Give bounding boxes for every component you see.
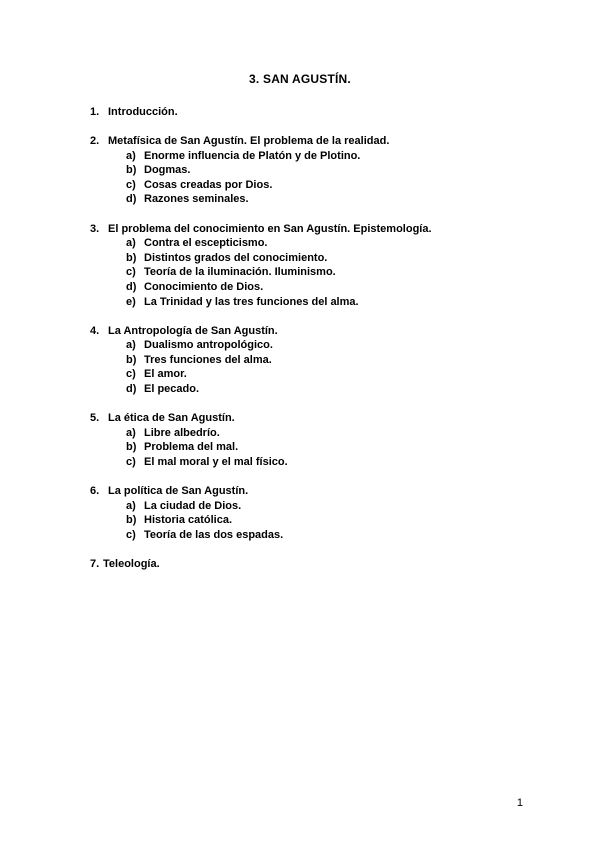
page-number: 1 [516, 797, 523, 809]
section-number: 1. [90, 106, 100, 118]
item-text: El pecado. [144, 383, 200, 395]
section-heading [90, 557, 550, 572]
section-heading [90, 411, 550, 426]
list-item [90, 440, 550, 455]
item-letter: b) [126, 251, 137, 264]
section-heading [90, 105, 550, 120]
item-letter: b) [126, 353, 137, 366]
item-text: Conocimiento de Dios. [144, 280, 264, 293]
outline-section [90, 484, 550, 542]
item-text: Libre albedrío. [144, 426, 220, 439]
item-letter: c) [126, 528, 136, 541]
section-heading-text: Teleología. [103, 557, 160, 570]
section-heading-text: La ética de San Agustín. [108, 412, 235, 425]
item-letter: c) [126, 178, 136, 191]
outline-section [90, 411, 550, 469]
item-letter: d) [126, 383, 137, 395]
section-number: 2. [90, 135, 100, 148]
item-text: Teoría de las dos espadas. [144, 528, 284, 541]
list-item [90, 149, 550, 164]
subitem-list [90, 149, 550, 207]
outline-section [90, 557, 550, 572]
list-item [90, 236, 550, 251]
list-item [90, 367, 550, 382]
section-heading-text: La política de San Agustín. [108, 484, 249, 497]
item-letter: a) [126, 426, 136, 439]
section-heading [90, 222, 550, 237]
section-heading [90, 324, 550, 339]
item-letter: c) [126, 455, 136, 468]
item-letter: b) [126, 514, 137, 527]
item-letter: c) [126, 368, 136, 381]
item-text: Cosas creadas por Dios. [144, 178, 273, 191]
item-letter: a) [126, 237, 136, 250]
list-item [90, 499, 550, 514]
subitem-list [90, 236, 550, 309]
section-heading-text: La Antropología de San Agustín. [108, 324, 278, 337]
item-text: Teoría de la iluminación. Iluminismo. [144, 266, 336, 279]
section-number: 4. [90, 324, 100, 337]
item-letter: c) [126, 266, 136, 279]
item-text: Dogmas. [144, 164, 191, 177]
item-text: La Trinidad y las tres funciones del alma. [144, 295, 359, 308]
item-letter: a) [126, 149, 136, 162]
section-heading-text: Introducción. [108, 106, 178, 118]
item-text: Distintos grados del conocimiento. [144, 251, 328, 264]
list-item [90, 528, 550, 543]
item-text: Razones seminales. [144, 193, 249, 206]
item-letter: d) [126, 280, 137, 293]
page-title: 3. SAN AGUSTÍN. [249, 72, 351, 86]
item-text: La ciudad de Dios. [144, 499, 242, 512]
outline-section [90, 222, 550, 310]
outline-section [90, 134, 550, 207]
list-item [90, 280, 550, 295]
item-letter: d) [126, 193, 137, 206]
outline-section [90, 105, 550, 120]
item-text: El amor. [144, 368, 187, 381]
item-letter: e) [126, 295, 136, 308]
item-text: Tres funciones del alma. [144, 353, 272, 366]
section-heading-text: Metafísica de San Agustín. El problema de la realidad. [108, 135, 390, 148]
section-heading [90, 484, 550, 499]
list-item [90, 513, 550, 528]
section-number: 3. [90, 222, 100, 235]
list-item [90, 382, 550, 397]
subitem-list [90, 499, 550, 543]
item-text: Dualismo antropológico. [144, 339, 273, 352]
section-heading-text: El problema del conocimiento en San Agustín. Epistemología. [108, 222, 432, 235]
list-item [90, 163, 550, 178]
section-number: 5. [90, 412, 100, 425]
item-text: Problema del mal. [144, 441, 239, 454]
subitem-list [90, 426, 550, 470]
list-item [90, 455, 550, 470]
item-text: Historia católica. [144, 514, 233, 527]
item-text: Contra el escepticismo. [144, 237, 268, 250]
item-letter: a) [126, 339, 136, 352]
section-number: 6. [90, 484, 100, 497]
list-item [90, 426, 550, 441]
subitem-list [90, 338, 550, 396]
item-letter: b) [126, 164, 137, 177]
list-item [90, 295, 550, 310]
list-item [90, 192, 550, 207]
outline-section [90, 324, 550, 397]
outline-list [90, 105, 550, 586]
item-text: El mal moral y el mal físico. [144, 455, 288, 468]
item-letter: a) [126, 499, 136, 512]
list-item [90, 265, 550, 280]
list-item [90, 353, 550, 368]
item-letter: b) [126, 441, 137, 454]
item-text: Enorme influencia de Platón y de Plotino. [144, 149, 361, 162]
section-number: 7. [90, 557, 100, 570]
list-item [90, 338, 550, 353]
list-item [90, 178, 550, 193]
section-heading [90, 134, 550, 149]
list-item [90, 251, 550, 266]
